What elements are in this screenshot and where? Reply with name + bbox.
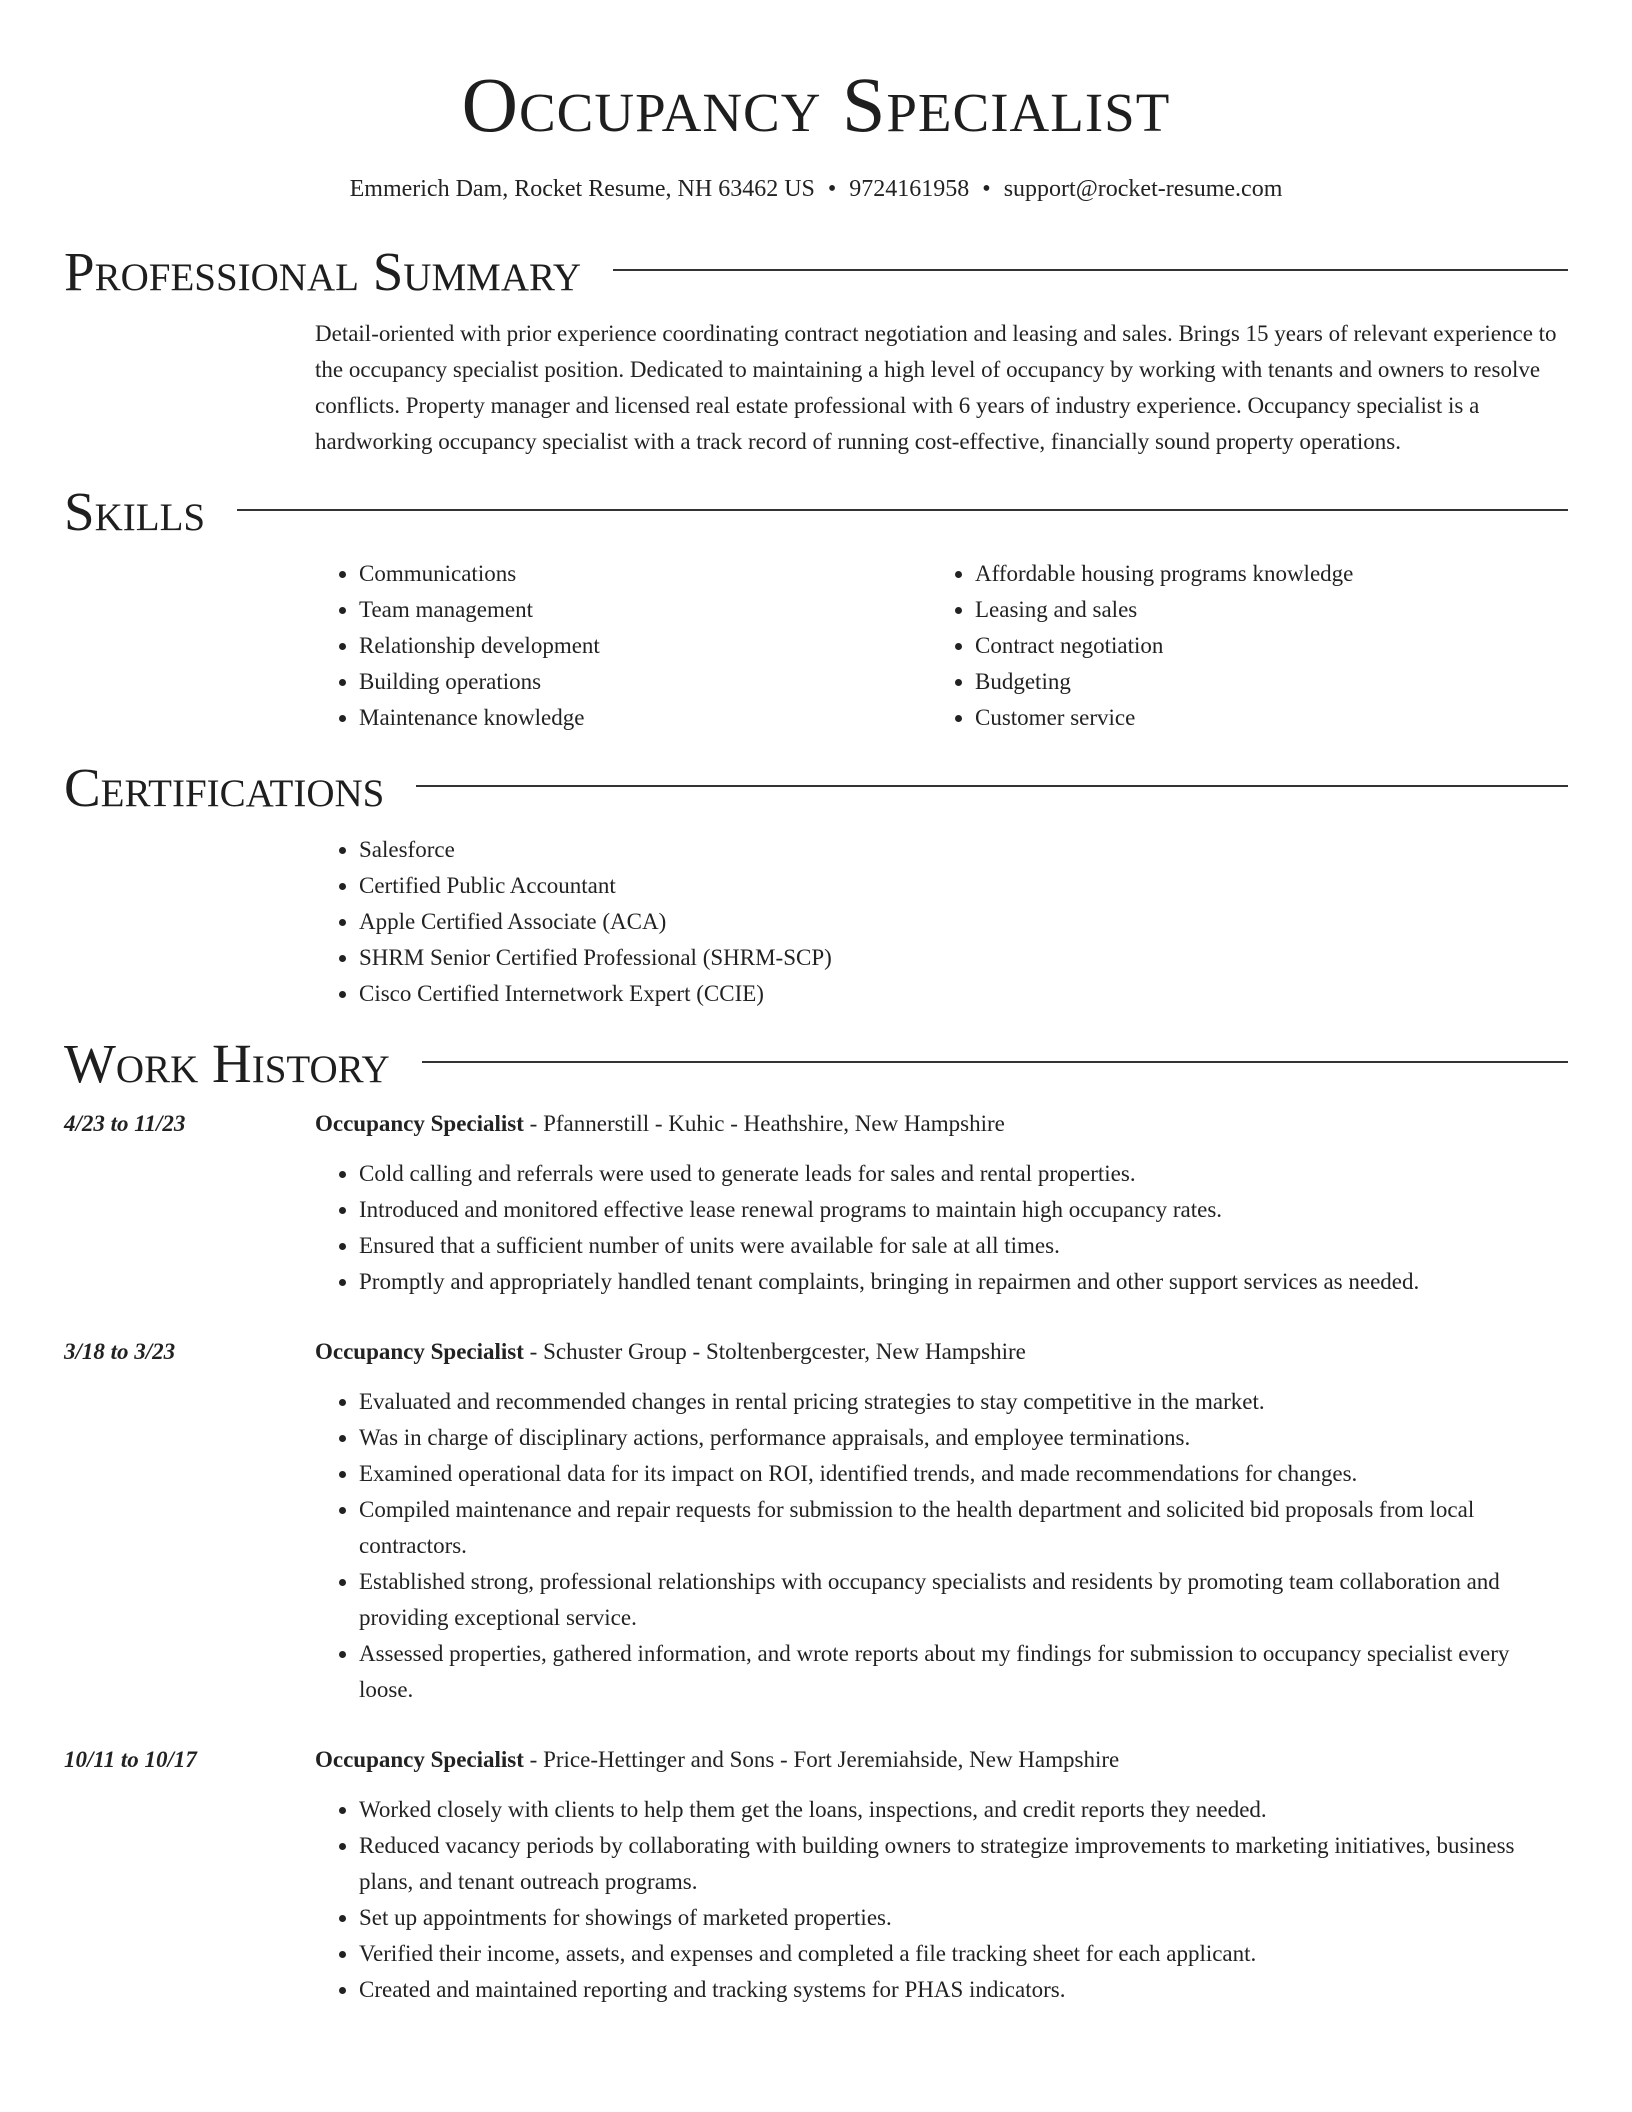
skill-item: • Customer service bbox=[975, 700, 1568, 736]
skills-section-header bbox=[64, 482, 1568, 542]
job-employer: - Schuster Group - Stoltenbergcester, New Hampshire bbox=[523, 1339, 1026, 1364]
skill-item: • Team management bbox=[359, 592, 931, 628]
certifications-block bbox=[315, 832, 1568, 1012]
job-bullet: • Created and maintained reporting and tracking systems for PHAS indicators. bbox=[359, 1972, 1568, 2008]
email: support@rocket-resume.com bbox=[1003, 176, 1283, 202]
job-header bbox=[64, 1106, 1568, 1142]
skill-item: • Building operations bbox=[359, 664, 931, 700]
certification-item: • SHRM Senior Certified Professional (SHRM-SCP) bbox=[359, 940, 1568, 976]
phone: 9724161958 bbox=[849, 176, 970, 202]
job-title-line bbox=[315, 1334, 1026, 1370]
job-bullet: • Evaluated and recommended changes in rental pricing strategies to stay competitive in the market. bbox=[359, 1384, 1568, 1420]
job-bullet: • Compiled maintenance and repair requests for submission to the health department and solicited bid proposals from local contractors. bbox=[359, 1492, 1568, 1564]
summary-section-header bbox=[64, 242, 1568, 302]
work-heading: Work History bbox=[64, 1033, 390, 1094]
summary-text: Detail-oriented with prior experience coordinating contract negotiation and leasing and sales. Brings 15 years of relevant experience to the occupancy specialist position. Dedicated to maintaining a high level of occupancy by working with tenants and owners to resolve conflicts. Property manager and licensed real estate professional with 6 years of industry experience. Occupancy specialist is a hardworking occupancy specialist with a track record of running cost-effective, financially sound property operations. bbox=[315, 321, 1557, 454]
skill-item: • Leasing and sales bbox=[975, 592, 1568, 628]
job-dates: 3/18 to 3/23 bbox=[64, 1339, 176, 1364]
job-bullet: • Introduced and monitored effective lease renewal programs to maintain high occupancy rates. bbox=[359, 1192, 1568, 1228]
certifications-section-header bbox=[64, 758, 1568, 818]
job-entry bbox=[64, 1334, 1568, 1708]
skill-item: • Affordable housing programs knowledge bbox=[975, 556, 1568, 592]
job-entry bbox=[64, 1742, 1568, 2008]
job-title-line bbox=[315, 1106, 1005, 1142]
section-divider bbox=[422, 1061, 1568, 1063]
job-title-line bbox=[315, 1742, 1119, 1778]
certification-item: • Apple Certified Associate (ACA) bbox=[359, 904, 1568, 940]
contact-line bbox=[64, 174, 1568, 204]
summary-heading: Professional Summary bbox=[64, 241, 582, 302]
skills-list-left bbox=[315, 556, 931, 736]
job-title: Occupancy Specialist bbox=[315, 1111, 524, 1136]
job-header bbox=[64, 1742, 1568, 1778]
skill-item: • Maintenance knowledge bbox=[359, 700, 931, 736]
skill-item: • Relationship development bbox=[359, 628, 931, 664]
job-bullet: • Worked closely with clients to help them get the loans, inspections, and credit reports they needed. bbox=[359, 1792, 1568, 1828]
job-employer: - Price-Hettinger and Sons - Fort Jeremiahside, New Hampshire bbox=[523, 1747, 1120, 1772]
job-header bbox=[64, 1334, 1568, 1370]
job-bullet: • Ensured that a sufficient number of units were available for sale at all times. bbox=[359, 1228, 1568, 1264]
job-bullet: • Cold calling and referrals were used to generate leads for sales and rental properties. bbox=[359, 1156, 1568, 1192]
address: Emmerich Dam, Rocket Resume, NH 63462 US bbox=[349, 176, 815, 202]
section-divider bbox=[416, 785, 1568, 787]
job-bullet: • Was in charge of disciplinary actions, performance appraisals, and employee terminations. bbox=[359, 1420, 1568, 1456]
skills-heading: Skills bbox=[64, 481, 206, 542]
job-bullet: • Set up appointments for showings of marketed properties. bbox=[359, 1900, 1568, 1936]
skills-grid bbox=[315, 556, 1568, 736]
job-bullets bbox=[315, 1156, 1568, 1300]
skill-item: • Communications bbox=[359, 556, 931, 592]
work-section-header bbox=[64, 1034, 1568, 1094]
job-bullets bbox=[315, 1384, 1568, 1708]
job-employer: - Pfannerstill - Kuhic - Heathshire, New Hampshire bbox=[523, 1111, 1005, 1136]
certification-item: • Salesforce bbox=[359, 832, 1568, 868]
job-bullets bbox=[315, 1792, 1568, 2008]
section-divider bbox=[613, 269, 1568, 271]
separator: • bbox=[827, 176, 837, 202]
job-bullet: • Established strong, professional relationships with occupancy specialists and residents by promoting team collaboration and providing exceptional service. bbox=[359, 1564, 1568, 1636]
job-title: Occupancy Specialist bbox=[315, 1339, 524, 1364]
job-bullet: • Verified their income, assets, and expenses and completed a file tracking sheet for each applicant. bbox=[359, 1936, 1568, 1972]
skill-item: • Budgeting bbox=[975, 664, 1568, 700]
job-bullet: • Reduced vacancy periods by collaborating with building owners to strategize improvements to marketing initiatives, business plans, and tenant outreach programs. bbox=[359, 1828, 1568, 1900]
separator: • bbox=[982, 176, 991, 202]
job-dates: 10/11 to 10/17 bbox=[64, 1747, 197, 1772]
skills-list-right bbox=[931, 556, 1568, 736]
job-title: Occupancy Specialist bbox=[315, 1747, 524, 1772]
job-entry bbox=[64, 1106, 1568, 1300]
skill-item: • Contract negotiation bbox=[975, 628, 1568, 664]
candidate-name: Occupancy Specialist bbox=[461, 61, 1171, 148]
certification-item: • Cisco Certified Internetwork Expert (CCIE) bbox=[359, 976, 1568, 1012]
section-divider bbox=[237, 509, 1568, 511]
certifications-heading: Certifications bbox=[64, 757, 385, 818]
job-dates: 4/23 to 11/23 bbox=[64, 1111, 186, 1136]
job-bullet: • Assessed properties, gathered information, and wrote reports about my findings for submission to occupancy specialist every loose. bbox=[359, 1636, 1568, 1708]
certification-item: • Certified Public Accountant bbox=[359, 868, 1568, 904]
job-bullet: • Examined operational data for its impact on ROI, identified trends, and made recommendations for changes. bbox=[359, 1456, 1568, 1492]
certifications-list bbox=[315, 832, 1568, 1012]
job-bullet: • Promptly and appropriately handled tenant complaints, bringing in repairmen and other support services as needed. bbox=[359, 1264, 1568, 1300]
